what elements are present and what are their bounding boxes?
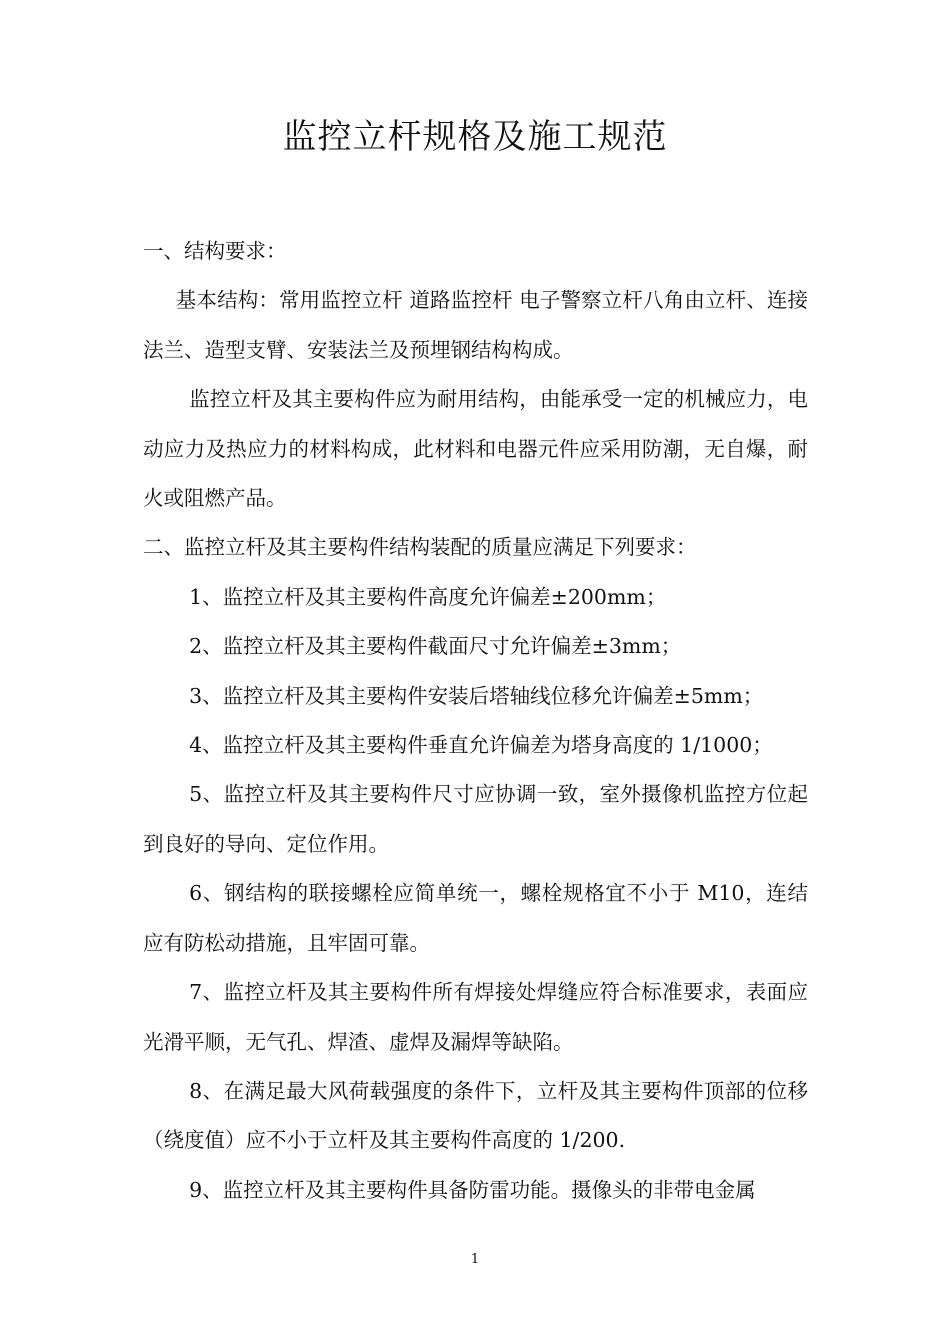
list-item: 9、监控立杆及其主要构件具备防雷功能。摄像头的非带电金属 — [189, 1177, 756, 1202]
page-number: 1 — [470, 1252, 480, 1267]
list-item: 3、监控立杆及其主要构件安装后塔轴线位移允许偏差±5mm； — [189, 683, 764, 708]
list-item: 6、钢结构的联接螺栓应简单统一，螺栓规格宜不小于 M10，连结应有防松动措施，且牢固可靠。 — [143, 881, 808, 955]
list-item: 7、监控立杆及其主要构件所有焊接处焊缝应符合标准要求，表面应光滑平顺，无气孔、焊渣、虚焊及漏焊等缺陷。 — [143, 980, 808, 1054]
document-body — [143, 227, 808, 1215]
document-title: 监控立杆规格及施工规范 — [282, 117, 668, 157]
paragraph-materials: 监控立杆及其主要构件应为耐用结构，由能承受一定的机械应力，电动应力及热应力的材料构成，此材料和电器元件应采用防潮，无自爆，耐火或阻燃产品。 — [143, 387, 808, 511]
list-item: 8、在满足最大风荷载强度的条件下，立杆及其主要构件顶部的位移（绕度值）应不小于立杆及其主要构件高度的 1/200. — [143, 1078, 808, 1153]
list-item: 1、监控立杆及其主要构件高度允许偏差±200mm； — [189, 584, 667, 609]
paragraph-basic-structure: 基本结构：常用监控立杆 道路监控杆 电子警察立杆八角由立杆、连接法兰、造型支臂、安装法兰及预埋钢结构构成。 — [143, 288, 808, 362]
section-heading-assembly-quality: 二、监控立杆及其主要构件结构装配的质量应满足下列要求： — [143, 535, 697, 560]
list-item: 2、监控立杆及其主要构件截面尺寸允许偏差±3mm； — [189, 634, 682, 659]
list-item: 4、监控立杆及其主要构件垂直允许偏差为塔身高度的 1/1000； — [189, 733, 773, 758]
section-heading-structure: 一、结构要求： — [143, 239, 287, 263]
list-item: 5、监控立杆及其主要构件尺寸应协调一致，室外摄像机监控方位起到良好的导向、定位作用。 — [143, 782, 808, 856]
